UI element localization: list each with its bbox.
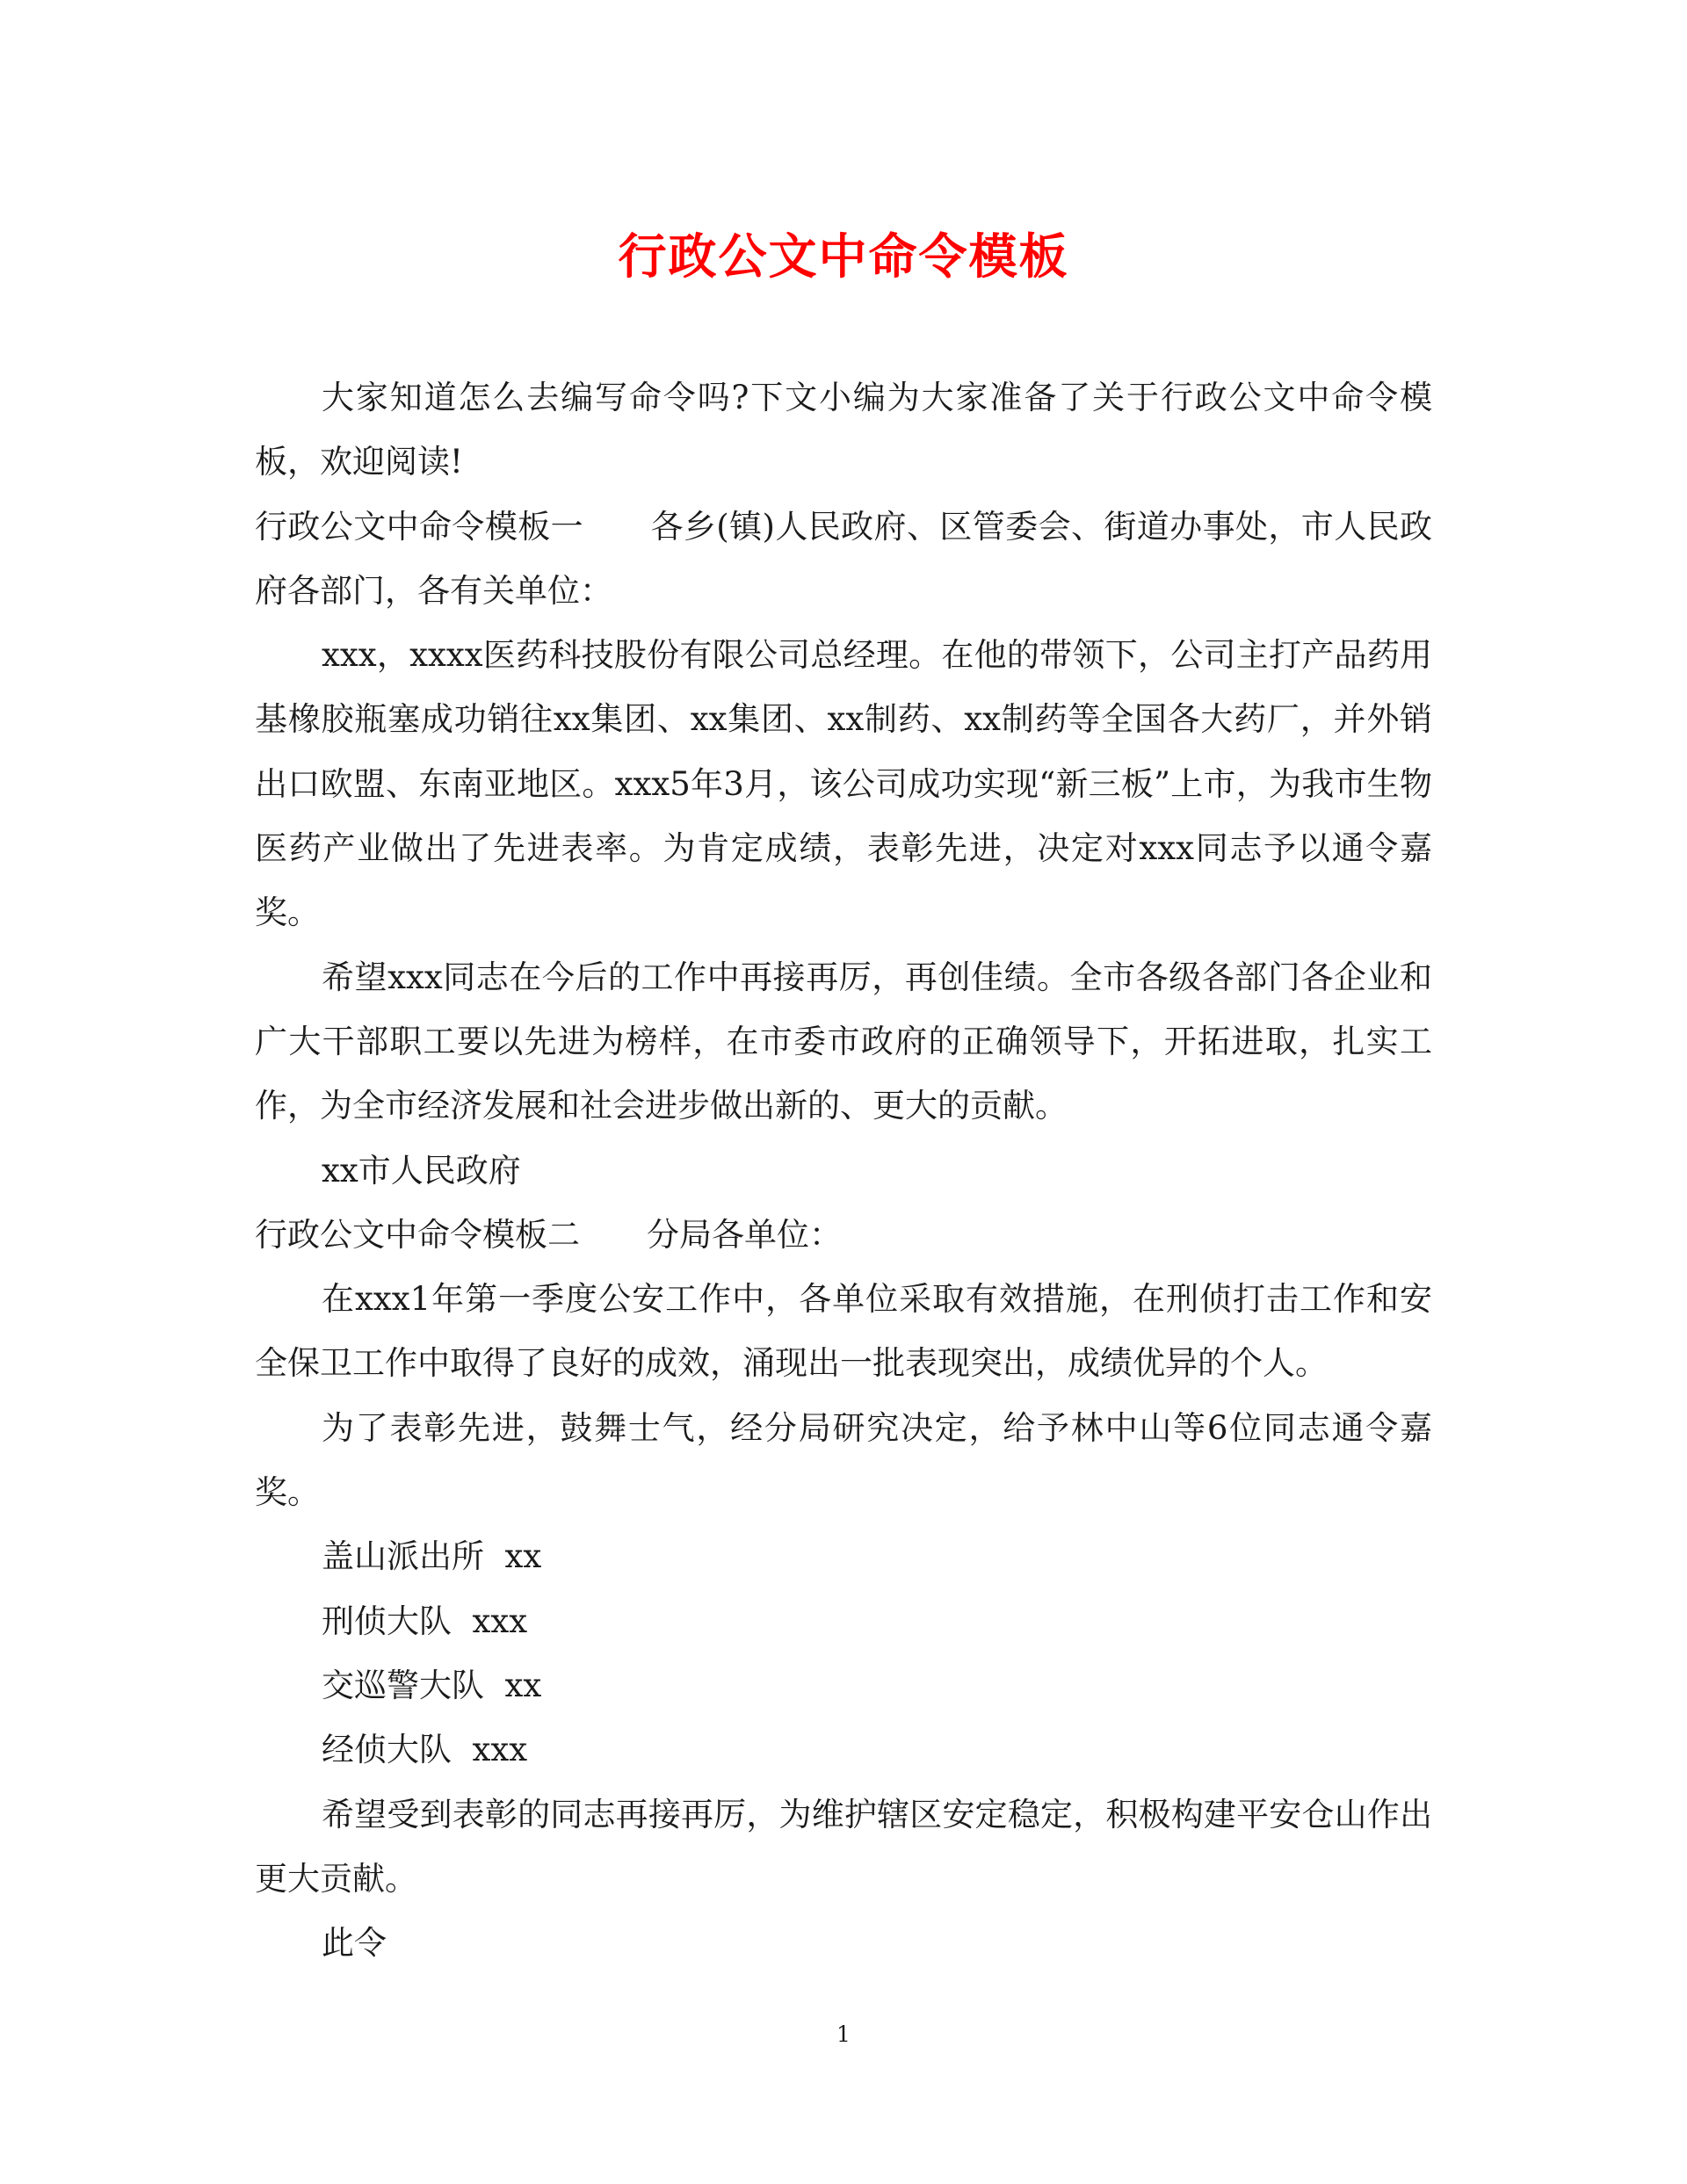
order-end-text: 此令 [322,1924,387,1963]
template-one-signature: xx市人民政府 [322,1151,521,1190]
template-one-paragraph: 希望xxx同志在今后的工作中再接再厉，再创佳绩。全市各级各部门各企业和广大干部职工要以先进为榜样，在市委市政府的正确领导下，开拓进取，扎实工作，为全市经济发展和社会进步做出新的、更大的贡献。 [255,958,1432,1125]
page-number: 1 [836,2021,851,2047]
template-two-section-start [255,1203,1432,1267]
template-two-paragraph: 在xxx1年第一季度公安工作中，各单位采取有效措施，在刑侦打击工作和安全保卫工作中取得了良好的成效，涌现出一批表现突出，成绩优异的个人。 [255,1280,1432,1383]
intro-paragraph: 大家知道怎么去编写命令吗?下文小编为大家准备了关于行政公文中命令模板，欢迎阅读! [255,379,1432,481]
template-one-addressee: 各乡(镇)人民政府、区管委会、街道办事处，市人民政府各部门，各有关单位： [255,507,1433,610]
template-two-addressee: 分局各单位： [647,1215,842,1254]
awardee-line: 盖山派出所 xx [322,1537,542,1576]
document-body [255,365,1432,1975]
awardee-line: 交巡警大队 xx [322,1666,542,1704]
awardee-line: 刑侦大队 xxx [322,1602,528,1640]
template-one-heading: 行政公文中命令模板一 [255,507,584,546]
template-two-paragraph: 为了表彰先进，鼓舞士气，经分局研究决定，给予林中山等6位同志通令嘉奖。 [255,1408,1432,1512]
closing-paragraph: 希望受到表彰的同志再接再厉，为维护辖区安定稳定，积极构建平安仓山作出更大贡献。 [255,1795,1432,1898]
awardee-line: 经侦大队 xxx [322,1731,528,1769]
template-one-section-start [255,495,1432,624]
template-two-heading: 行政公文中命令模板二 [255,1215,580,1254]
document-title: 行政公文中命令模板 [618,228,1069,285]
template-one-paragraph: xxx，xxxx医药科技股份有限公司总经理。在他的带领下，公司主打产品药用基橡胶瓶塞成功销往xx集团、xx集团、xx制药、xx制药等全国各大药厂，并外销出口欧盟、东南亚地区。xxx5年3月，该公司成功实现“新三板”上市，为我市生物医药产业做出了先进表率。为肯定成绩，表彰先进，决定对xxx同志予以通令嘉奖。 [255,636,1432,932]
